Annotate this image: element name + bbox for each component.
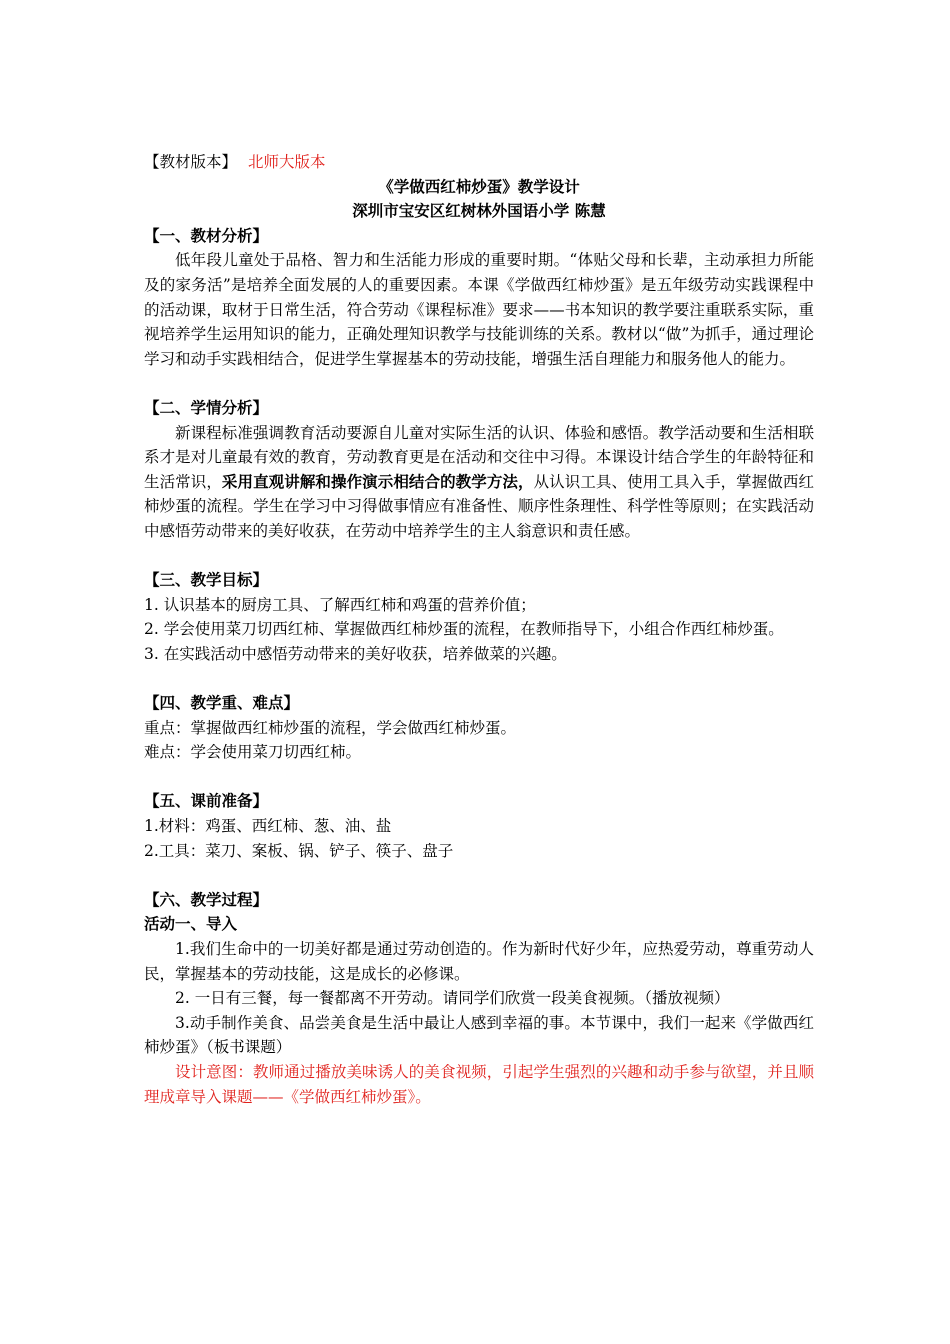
textbook-analysis-paragraph: 低年段儿童处于品格、智力和生活能力形成的重要时期。“体贴父母和长辈，主动承担力所能及的家务活”是培养全面发展的人的重要因素。本课《学做西红柿炒蛋》是五年级劳动实践课程中的活动课，取材于日常生活，符合劳动《课程标准》要求——书本知识的教学要注重联系实际，重视培养学生运用知识的能力，正确处理知识教学与技能训练的关系。教材以“做”为抓手，通过理论学习和动手实践相结合，促进学生掌握基本的劳动技能，增强生活自理能力和服务他人的能力。 xyxy=(144,251,814,368)
spacer xyxy=(144,371,814,396)
difficult-point: 难点：学会使用菜刀切西红柿。 xyxy=(144,743,362,762)
section-heading-student-analysis: 【二、学情分析】 xyxy=(144,397,269,417)
textbook-version-value: 北师大版本 xyxy=(247,153,326,171)
student-analysis-paragraph xyxy=(144,421,814,544)
document-title: 《学做西红柿炒蛋》教学设计 xyxy=(378,176,580,196)
student-analysis-text-2: 从认识工具、使用工具入手，掌握做西红柿炒蛋的流程。学生在学习中习得做事情应有准备性、顺序性条理性、科学性等原则；在实践活动中感悟劳动带来的美好收获，在劳动中培养学生的主人翁意识和责任感。 xyxy=(144,472,814,540)
section-heading-teaching-goals: 【三、教学目标】 xyxy=(144,570,269,590)
process-step: 2. 一日有三餐，每一餐都离不开劳动。请同学们欣赏一段美食视频。（播放视频） xyxy=(175,989,730,1008)
teaching-goal-item: 1. 认识基本的厨房工具、了解西红柿和鸡蛋的营养价值； xyxy=(144,595,536,614)
materials-line: 1.材料：鸡蛋、西红柿、葱、油、盐 xyxy=(144,817,392,836)
textbook-version-label: 【教材版本】 xyxy=(144,153,238,171)
textbook-version-line xyxy=(144,150,814,175)
section-heading-teaching-process: 【六、教学过程】 xyxy=(144,889,269,909)
spacer xyxy=(144,863,814,888)
teaching-goal-item: 3. 在实践活动中感悟劳动带来的美好收获，培养做菜的兴趣。 xyxy=(144,644,567,663)
spacer xyxy=(144,666,814,691)
spacer xyxy=(144,544,814,569)
process-step: 1.我们生命中的一切美好都是通过劳动创造的。作为新时代好少年，应热爱劳动，尊重劳动人民，掌握基本的劳动技能，这是成长的必修课。 xyxy=(144,940,814,983)
design-intent: 设计意图：教师通过播放美味诱人的美食视频，引起学生强烈的兴趣和动手参与欲望，并且顺理成章导入课题——《学做西红柿炒蛋》。 xyxy=(144,1062,814,1106)
document-author: 深圳市宝安区红树林外国语小学 陈慧 xyxy=(352,201,606,221)
student-analysis-bold-method: 采用直观讲解和操作演示相结合的教学方法， xyxy=(221,471,534,491)
process-step: 3.动手制作美食、品尝美食是生活中最让人感到幸福的事。本节课中，我们一起来《学做西红柿炒蛋》（板书课题） xyxy=(144,1013,814,1057)
key-point: 重点：掌握做西红柿炒蛋的流程，学会做西红柿炒蛋。 xyxy=(144,718,517,737)
section-heading-key-points: 【四、教学重、难点】 xyxy=(144,693,300,713)
section-heading-textbook-analysis: 【一、教材分析】 xyxy=(144,225,269,245)
activity-title: 活动一、导入 xyxy=(144,914,238,934)
section-heading-preparation: 【五、课前准备】 xyxy=(144,791,269,811)
teaching-goal-item: 2. 学会使用菜刀切西红柿、掌握做西红柿炒蛋的流程，在教师指导下，小组合作西红柿炒蛋。 xyxy=(144,620,784,639)
spacer xyxy=(144,765,814,790)
document-page xyxy=(144,150,814,1109)
student-analysis-text-1: 新课程标准强调教育活动要源自儿童对实际生活的认识、体验和感悟。教学活动要和生活相联系才是对儿童最有效的教育，劳动教育更是在活动和交往中习得。本课设计结合学生的年龄特征和生活常识， xyxy=(144,423,814,491)
tools-line: 2.工具：菜刀、案板、锅、铲子、筷子、盘子 xyxy=(144,841,454,860)
